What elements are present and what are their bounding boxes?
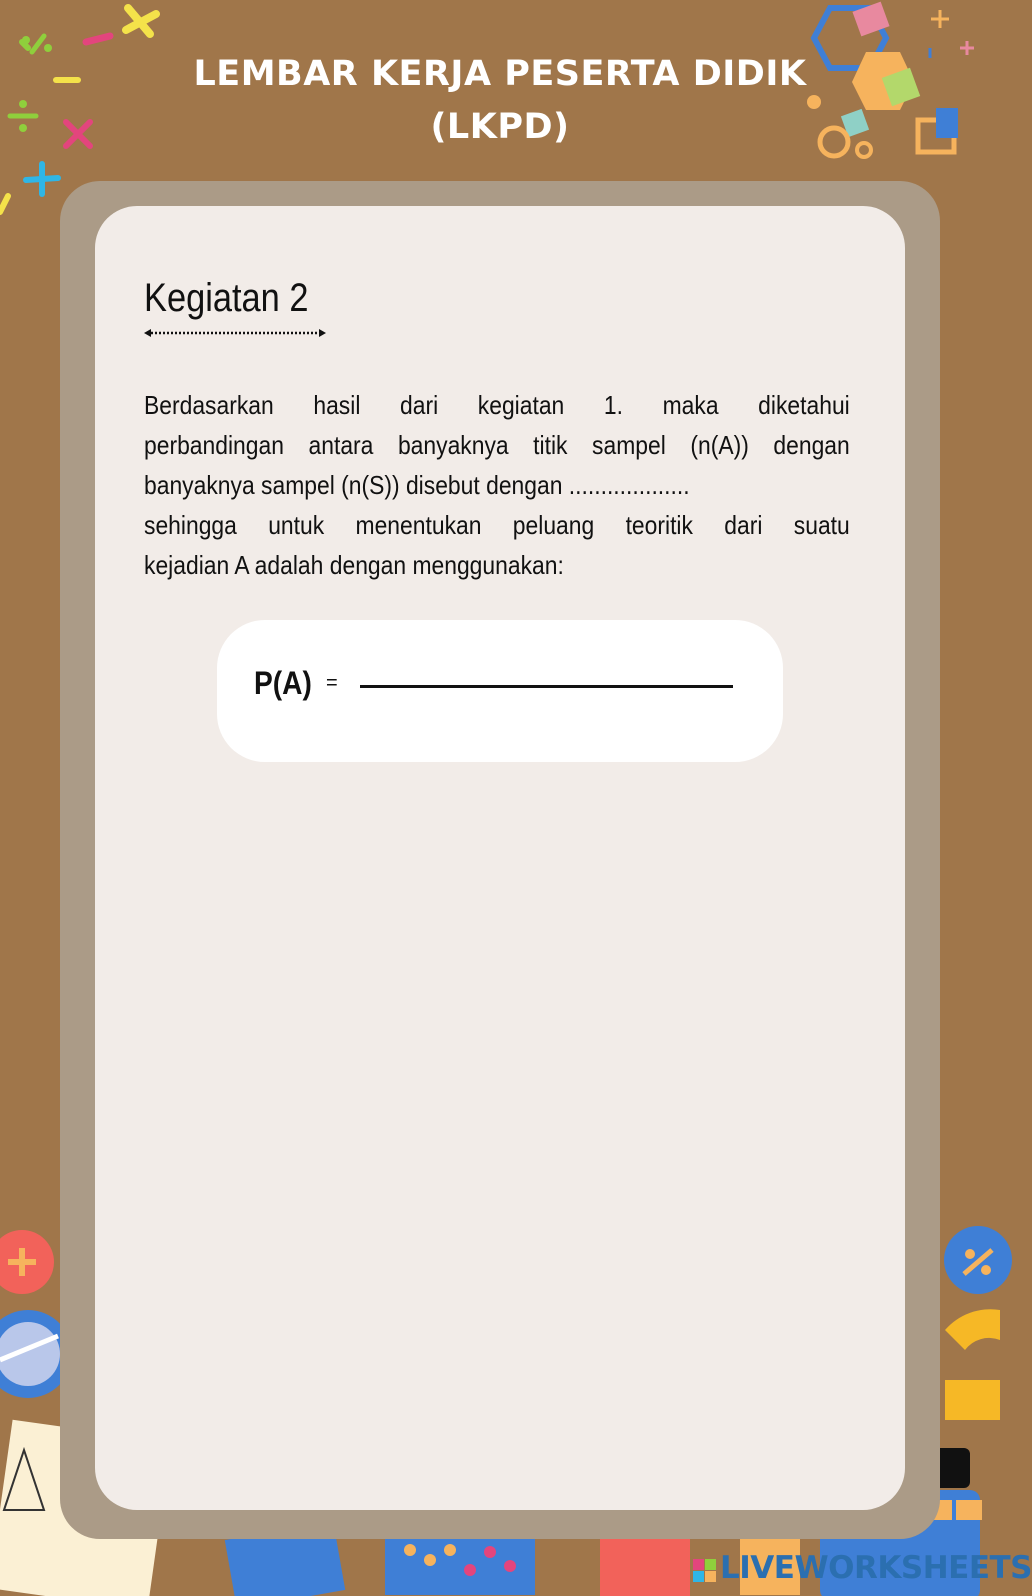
activity-title: Kegiatan 2 (144, 276, 309, 320)
equals-sign: = (326, 672, 338, 694)
header-title-line2: (LKPD) (430, 107, 570, 147)
paragraph-line: perbandingan antara banyaknya titik sampel (n(A)) dengan (144, 430, 850, 460)
paragraph-line: Berdasarkan hasil dari kegiatan 1. maka diketahui (144, 390, 850, 420)
worksheet-header (0, 48, 1000, 154)
instruction-paragraph (144, 385, 850, 585)
paragraph-line-blank: banyaknya sampel (n(S)) disebut dengan ................... (144, 470, 690, 500)
header-title-line1: LEMBAR KERJA PESERTA DIDIK (193, 54, 807, 94)
formula-label: P(A) (254, 665, 312, 701)
paragraph-line: kejadian A adalah dengan menggunakan: (144, 550, 564, 580)
fraction-line-answer[interactable] (360, 685, 733, 688)
paragraph-line: sehingga untuk menentukan peluang teoritik dari suatu (144, 510, 850, 540)
title-underline-arrow (144, 328, 326, 338)
brand-watermark: LIVEWORKSHEETS (720, 1550, 1032, 1586)
liveworksheets-logo-icon (693, 1556, 717, 1596)
